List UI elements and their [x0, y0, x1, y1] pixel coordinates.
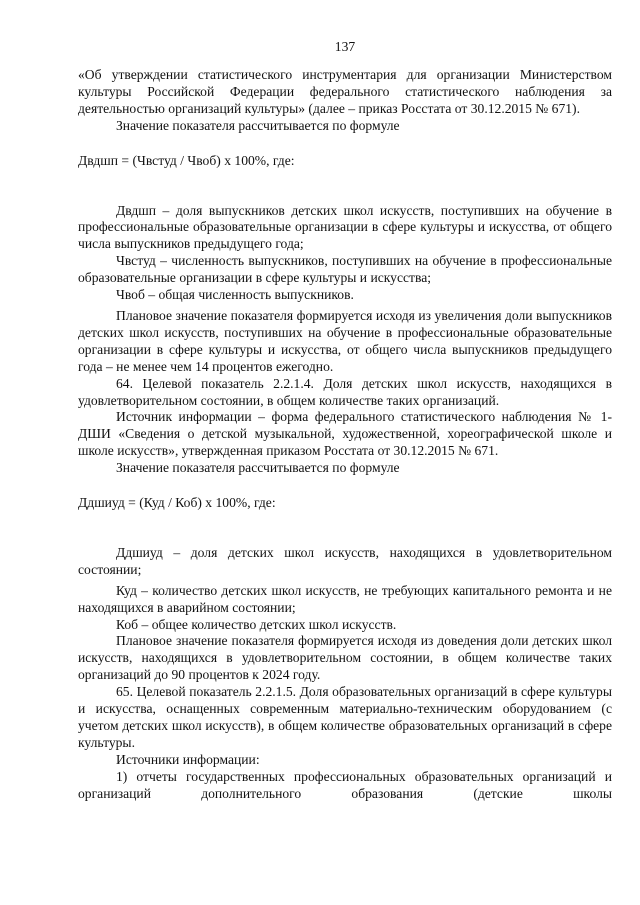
definition-kob: Коб – общее количество детских школ искусств. [116, 616, 397, 632]
paragraph-indicator-65: 65. Целевой показатель 2.2.1.5. Доля образовательных организаций в сфере культуры и искусства, оснащенных современным материально-техническим оборудованием (с учетом детских школ искусств), в общем количестве образовательных организаций в сфере культуры. [78, 684, 612, 750]
paragraph-planned-value-schools: Плановое значение показателя формируется исходя из доведения доли детских школ искусств, находящихся в удовлетворительном состоянии, в общем количестве таких организаций до 90 процентов к 2024 году. [78, 633, 612, 683]
definition-kud: Куд – количество детских школ искусств, не требующих капитального ремонта и не находящихся в аварийном состоянии; [78, 582, 612, 615]
formula-schools-share: Ддшиуд = (Куд / Коб) х 100%, где: [78, 495, 276, 511]
formula-graduates-share: Двдшп = (Чвстуд / Чвоб) х 100%, где: [78, 152, 295, 168]
paragraph-indicator-64: 64. Целевой показатель 2.2.1.4. Доля детских школ искусств, находящихся в удовлетворительном состоянии, в общем количестве таких организаций. [78, 375, 612, 408]
definition-chvstud: Чвстуд – численность выпускников, поступивших на обучение в профессиональные образовательные организации в сфере культуры и искусства; [78, 253, 612, 286]
definition-dvdshp: Двдшп – доля выпускников детских школ искусств, поступивших на обучение в профессиональные образовательные организации в сфере культуры и искусства, от общего числа выпускников предыдущего года; [78, 202, 612, 252]
definition-chvob: Чвоб – общая численность выпускников. [116, 287, 354, 303]
paragraph-order-reference: «Об утверждении статистического инструментария для организации Министерством культуры Российской Федерации федерального статистического наблюдения за деятельностью организаций культуры» (далее – приказ Росстата от 30.12.2015 № 671). [78, 67, 612, 116]
paragraph-information-source: Источник информации – форма федерального статистического наблюдения № 1-ДШИ «Сведения о детской музыкальной, художественной, хореографической школе и школе искусств», утвержденная приказом Росстата от 30.12.2015 № 671. [78, 409, 612, 459]
paragraph-formula-intro-2: Значение показателя рассчитывается по формуле [116, 460, 400, 476]
paragraph-information-sources: Источники информации: [116, 751, 260, 767]
page-number: 137 [334, 39, 356, 54]
paragraph-formula-intro: Значение показателя рассчитывается по формуле [116, 117, 400, 133]
list-item-reports: 1) отчеты государственных профессиональных образовательных организаций и организаций дополнительного образования (детские школы [78, 768, 612, 801]
document-body [78, 67, 612, 803]
paragraph-planned-value-graduates: Плановое значение показателя формируется исходя из увеличения доли выпускников детских школ искусств, поступивших на обучение в профессиональные образовательные организации в сфере культуры и искусства, от общего числа выпускников предыдущего года – не менее чем 14 процентов ежегодно. [78, 307, 612, 374]
definition-ddshiud: Ддшиуд – доля детских школ искусств, находящихся в удовлетворительном состоянии; [78, 544, 612, 577]
document-page [78, 0, 612, 905]
